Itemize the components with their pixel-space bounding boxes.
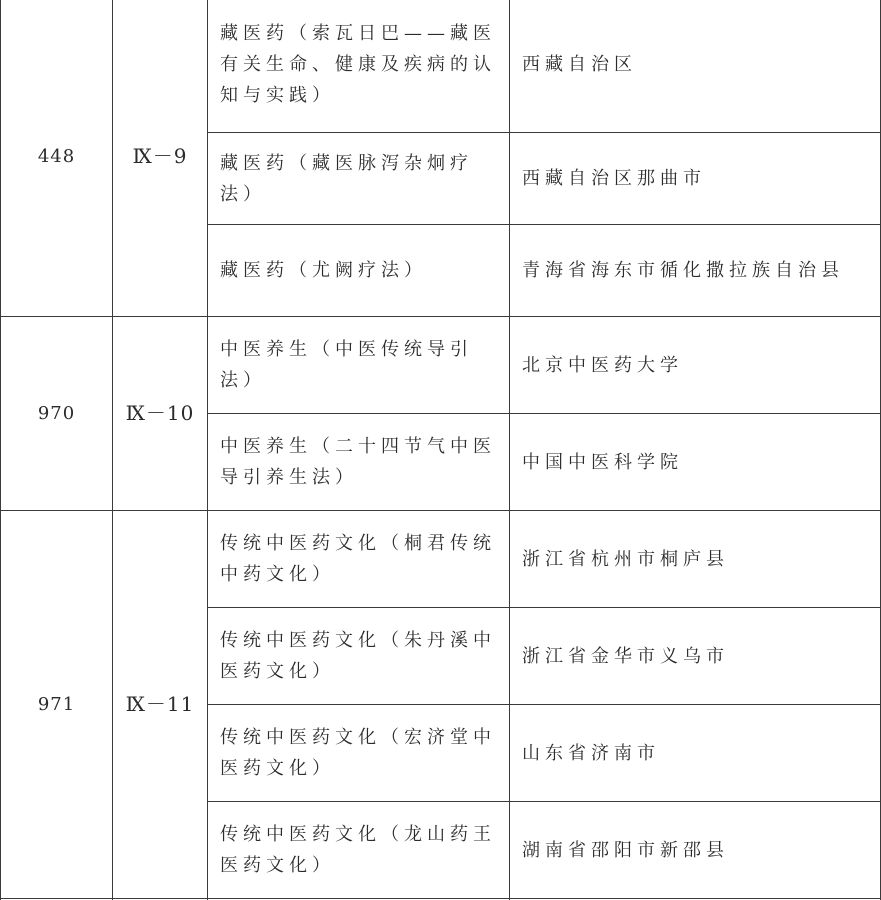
item-number: 448	[1, 0, 113, 317]
table-row	[1, 511, 881, 608]
applicant-unit: 西藏自治区	[510, 0, 881, 133]
applicant-unit: 湖南省邵阳市新邵县	[510, 802, 881, 899]
applicant-unit: 青海省海东市循化撒拉族自治县	[510, 225, 881, 317]
category-code: Ⅸ－9	[113, 0, 208, 317]
item-number: 971	[1, 511, 113, 899]
applicant-unit: 西藏自治区那曲市	[510, 133, 881, 225]
applicant-unit: 山东省济南市	[510, 705, 881, 802]
project-name: 中医养生（中医传统导引法）	[208, 317, 510, 414]
item-number: 970	[1, 317, 113, 511]
applicant-unit: 北京中医药大学	[510, 317, 881, 414]
project-name: 藏医药（尤阙疗法）	[208, 225, 510, 317]
project-name: 藏医药（藏医脉泻杂炯疗法）	[208, 133, 510, 225]
project-name: 传统中医药文化（龙山药王医药文化）	[208, 802, 510, 899]
project-name: 传统中医药文化（朱丹溪中医药文化）	[208, 608, 510, 705]
applicant-unit: 浙江省杭州市桐庐县	[510, 511, 881, 608]
category-code: Ⅸ－11	[113, 511, 208, 899]
table-row	[1, 0, 881, 133]
applicant-unit: 浙江省金华市义乌市	[510, 608, 881, 705]
table-row	[1, 317, 881, 414]
applicant-unit: 中国中医科学院	[510, 414, 881, 511]
project-name: 传统中医药文化（宏济堂中医药文化）	[208, 705, 510, 802]
category-code: Ⅸ－10	[113, 317, 208, 511]
project-name: 中医养生（二十四节气中医导引养生法）	[208, 414, 510, 511]
project-name: 传统中医药文化（桐君传统中药文化）	[208, 511, 510, 608]
project-name: 藏医药（索瓦日巴——藏医有关生命、健康及疾病的认知与实践）	[208, 0, 510, 133]
